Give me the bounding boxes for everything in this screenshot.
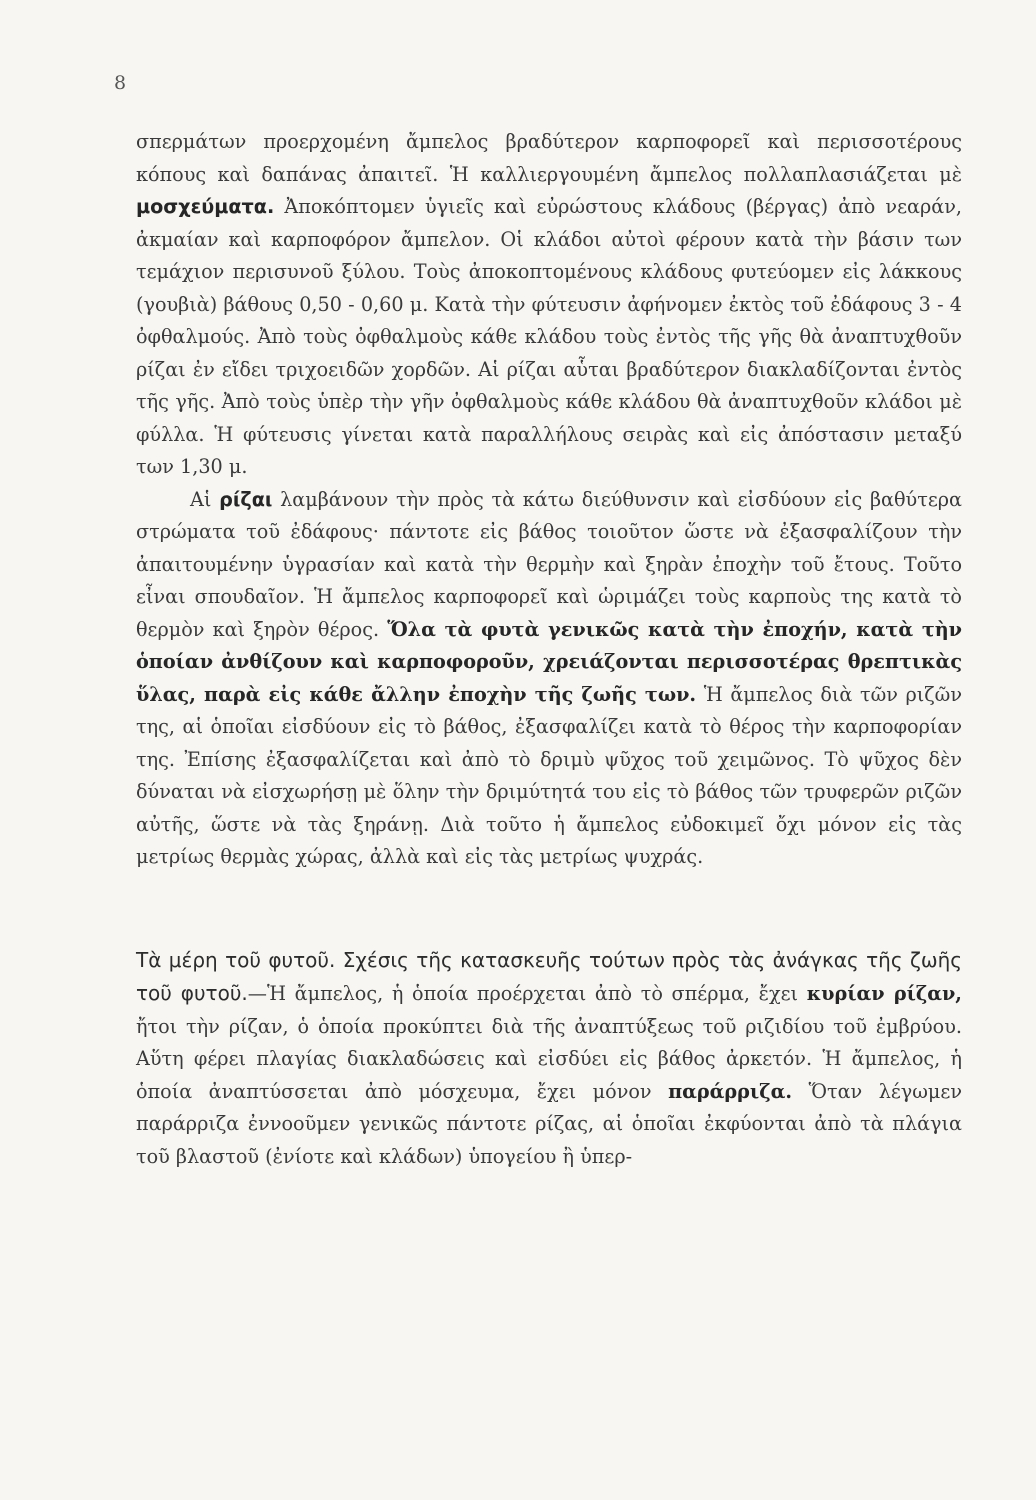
text-span: σπερμάτων προερχομένη ἄμπελος βραδύτερον καρποφορεῖ καὶ περισσοτέρους κόπους καὶ δαπάνας ἀπαιτεῖ. Ἡ καλλιεργουμένη ἄμπελος πολλαπλασιάζεται μὲ: [136, 130, 962, 186]
text-span: Ὅταν λέγωμεν παράρριζα ἐννοοῦμεν γενικῶς πάντοτε ρίζας, αἱ ὁποῖαι ἐκφύονται ἀπὸ τὰ πλάγια τοῦ βλαστοῦ (ἐνίοτε καὶ κλάδων) ὑπογείου ἢ ὑπερ-: [136, 1079, 962, 1168]
bold-term-kyria-riza: κυρίαν ρίζαν,: [806, 982, 962, 1005]
text-column: [136, 126, 962, 1173]
section-gap: [136, 874, 962, 944]
paragraph-roots: [136, 484, 962, 874]
paragraph-plant-parts: [136, 944, 962, 1174]
bold-term-rizai: ρίζαι: [219, 487, 273, 511]
text-span: ἤτοι τὴν ρίζαν, ὁ ὁποία προκύπτει διὰ τῆς ἀναπτύξεως τοῦ ριζιδίου τοῦ ἐμβρύου. Αὕτη φέρει πλαγίας διακλαδώσεις καὶ εἰσδύει εἰς βάθος ἀρκετόν. Ἡ ἄμπελος, ἡ ὁποία ἀναπτύσσεται ἀπὸ μόσχευμα, ἔχει μόνον: [136, 1014, 962, 1103]
text-span: λαμβάνουν τὴν πρὸς τὰ κάτω διεύθυνσιν καὶ εἰσδύουν εἰς βαθύτερα στρώματα τοῦ ἐδάφους· πάντοτε εἰς βάθος τοιοῦτον ὥστε νὰ ἐξασφαλίζουν τὴν ἀπαιτουμένην ὑγρασίαν καὶ κατὰ τὴν θερμὴν καὶ ξηρὰν ἐποχὴν τοῦ ἔτους. Τοῦτο εἶναι σπουδαῖον. Ἡ ἄμπελος καρποφορεῖ καὶ ὡριμάζει τοὺς καρποὺς της κατὰ τὸ θερμὸν καὶ ξηρὸν θέρος.: [136, 487, 963, 641]
bold-statement: Ὅλα τὰ φυτὰ γενικῶς κατὰ τὴν ἐποχήν, κατὰ τὴν ὁποίαν ἀνθίζουν καὶ καρποφοροῦν, χρειάζονται περισσοτέρας θρεπτικὰς ὕλας, παρὰ εἰς κάθε ἄλλην ἐποχὴν τῆς ζωῆς των.: [136, 617, 962, 706]
text-span: Αἱ: [190, 487, 220, 511]
section-heading: Τὰ μέρη τοῦ φυτοῦ. Σχέσις τῆς κατασκευῆς τούτων πρὸς τὰς ἀνάγκας τῆς ζωῆς τοῦ φυτοῦ.: [136, 947, 962, 1005]
text-span: Ἡ ἄμπελος διὰ τῶν ριζῶν της, αἱ ὁποῖαι εἰσδύουν εἰς τὸ βάθος, ἐξασφαλίζει κατὰ τὸ θέρος τὴν καρποφορίαν της. Ἐπίσης ἐξασφαλίζεται καὶ ἀπὸ τὸ δριμὺ ψῦχος τοῦ χειμῶνος. Τὸ ψῦχος δὲν δύναται νὰ εἰσχωρήσῃ μὲ ὅλην τὴν δριμύτητά του εἰς τὸ βάθος τῶν τρυφερῶν ριζῶν αὐτῆς, ὥστε νὰ τὰς ξηράνῃ. Διὰ τοῦτο ἡ ἄμπελος εὐδοκιμεῖ ὄχι μόνον εἰς τὰς μετρίως θερμὰς χώρας, ἀλλὰ καὶ εἰς τὰς μετρίως ψυχράς.: [136, 682, 962, 868]
bold-term-moschevmata: μοσχεύματα.: [136, 195, 275, 218]
bold-term-pararriza: παράρριζα.: [668, 1079, 793, 1103]
page-number: 8: [114, 72, 127, 94]
text-span: —Ἡ ἄμπελος, ἡ ὁποία προέρχεται ἀπὸ τὸ σπέρμα, ἔχει: [247, 982, 807, 1005]
paragraph-propagation: [136, 126, 962, 484]
text-span: Ἀποκόπτομεν ὑγιεῖς καὶ εὐρώστους κλάδους (βέργας) ἀπὸ νεαράν, ἀκμαίαν καὶ καρποφόρον ἄμπελον. Οἱ κλάδοι αὐτοὶ φέρουν κατὰ τὴν βάσιν των τεμάχιον περισυνοῦ ξύλου. Τοὺς ἀποκοπτομένους κλάδους φυτεύομεν εἰς λάκκους (γουβιὰ) βάθους 0,50 - 0,60 μ. Κατὰ τὴν φύτευσιν ἀφήνομεν ἐκτὸς τοῦ ἐδάφους 3 - 4 ὀφθαλμούς. Ἀπὸ τοὺς ὀφθαλμοὺς κάθε κλάδου τοὺς ἐντὸς τῆς γῆς θὰ ἀναπτυχθοῦν ρίζαι ἐν εἴδει τριχοειδῶν χορδῶν. Αἱ ρίζαι αὗται βραδύτερον διακλαδίζονται ἐντὸς τῆς γῆς. Ἀπὸ τοὺς ὑπὲρ τὴν γῆν ὀφθαλμοὺς κάθε κλάδου θὰ ἀναπτυχθοῦν κλάδοι μὲ φύλλα. Ἡ φύτευσις γίνεται κατὰ παραλλήλους σειρὰς καὶ εἰς ἀπόστασιν μεταξύ των 1,30 μ.: [136, 195, 962, 478]
